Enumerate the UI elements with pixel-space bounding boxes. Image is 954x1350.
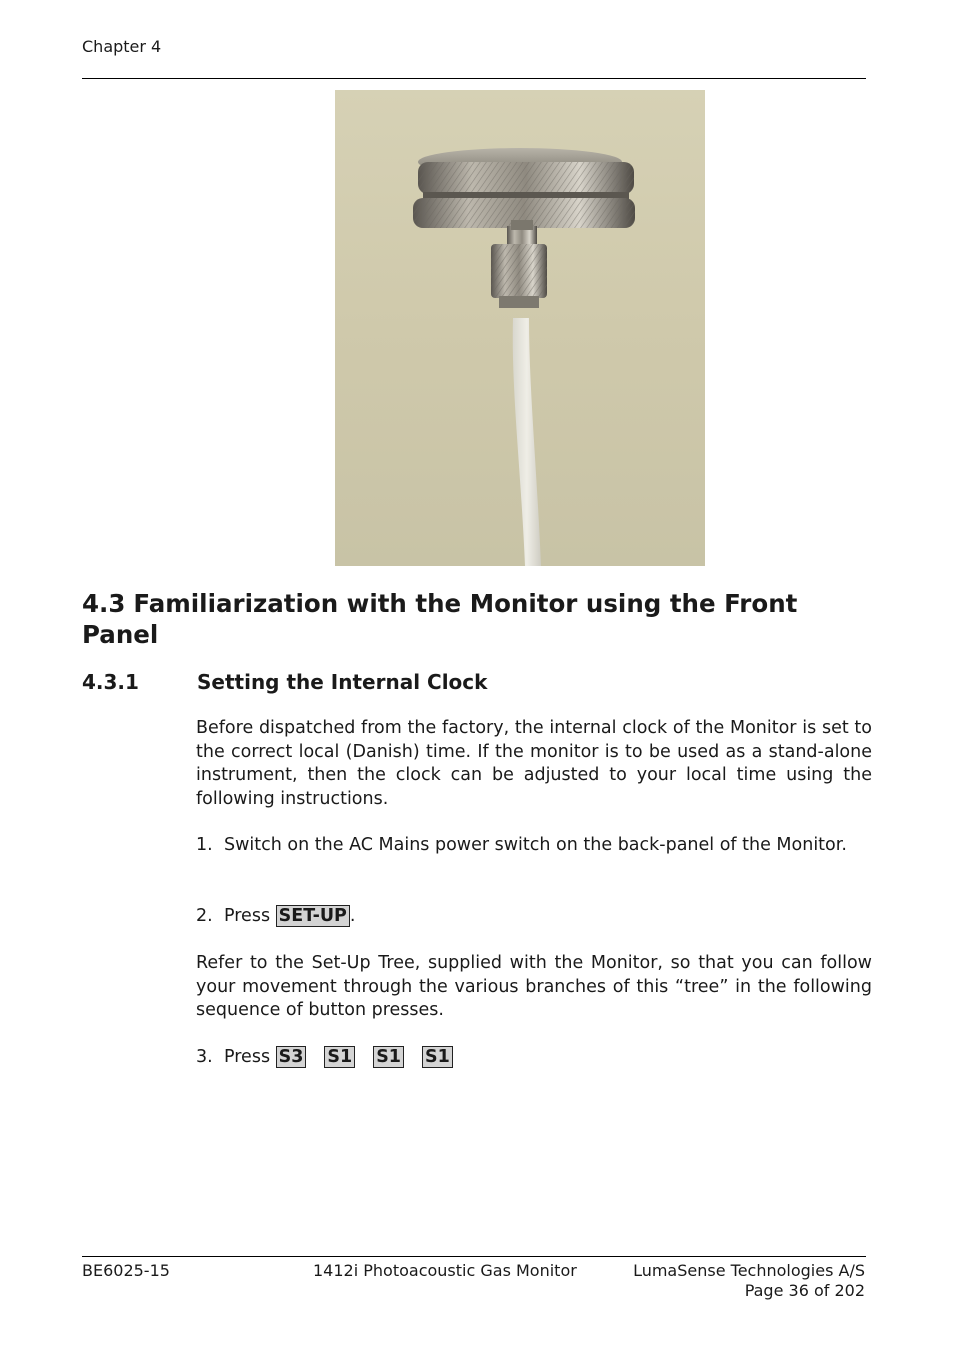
subsection-heading: [82, 670, 487, 694]
step-1-number: 1.: [196, 835, 213, 855]
footer-product: 1412i Photoacoustic Gas Monitor: [313, 1261, 577, 1280]
step-3-number: 3.: [196, 1047, 213, 1067]
refer-paragraph: Refer to the Set-Up Tree, supplied with the Monitor, so that you can follow your movement through the various branches of this “tree” in the following sequence of button presses.: [196, 953, 872, 1020]
footer-company-page: [633, 1261, 865, 1301]
subsection-title: Setting the Internal Clock: [197, 670, 488, 694]
section-number: 4.3: [82, 589, 126, 618]
step-1: [196, 834, 872, 858]
s1-key: S1: [373, 1046, 404, 1068]
page-header-chapter: Chapter 4: [82, 37, 162, 56]
section-title: Familiarization with the Monitor using the Front Panel: [82, 589, 798, 649]
footer-company: LumaSense Technologies A/S: [633, 1261, 865, 1280]
section-heading: [82, 588, 872, 650]
footer-page-number: Page 36 of 202: [744, 1281, 865, 1300]
s3-key: S3: [276, 1046, 307, 1068]
set-up-key: SET-UP: [276, 905, 350, 927]
subsection-number: 4.3.1: [82, 670, 139, 694]
step-3-prefix: Press: [224, 1047, 271, 1067]
footer-doc-id: BE6025-15: [82, 1261, 170, 1280]
step-3: [196, 1046, 872, 1070]
step-2: [196, 905, 872, 929]
footer-rule: [82, 1256, 866, 1257]
step-2-number: 2.: [196, 906, 213, 926]
step-2-suffix: .: [349, 906, 356, 926]
s1-key: S1: [422, 1046, 453, 1068]
step-2-prefix: Press: [224, 906, 271, 926]
s1-key: S1: [324, 1046, 355, 1068]
intro-paragraph: Before dispatched from the factory, the internal clock of the Monitor is set to the correct local (Danish) time. If the monitor is to be used as a stand-alone instrument, then the clock can be adjusted to your local time using the following instructions.: [196, 718, 872, 809]
step-1-text: Switch on the AC Mains power switch on the back-panel of the Monitor.: [224, 835, 847, 855]
header-rule: [82, 78, 866, 79]
sampling-probe-photo: [335, 90, 705, 566]
